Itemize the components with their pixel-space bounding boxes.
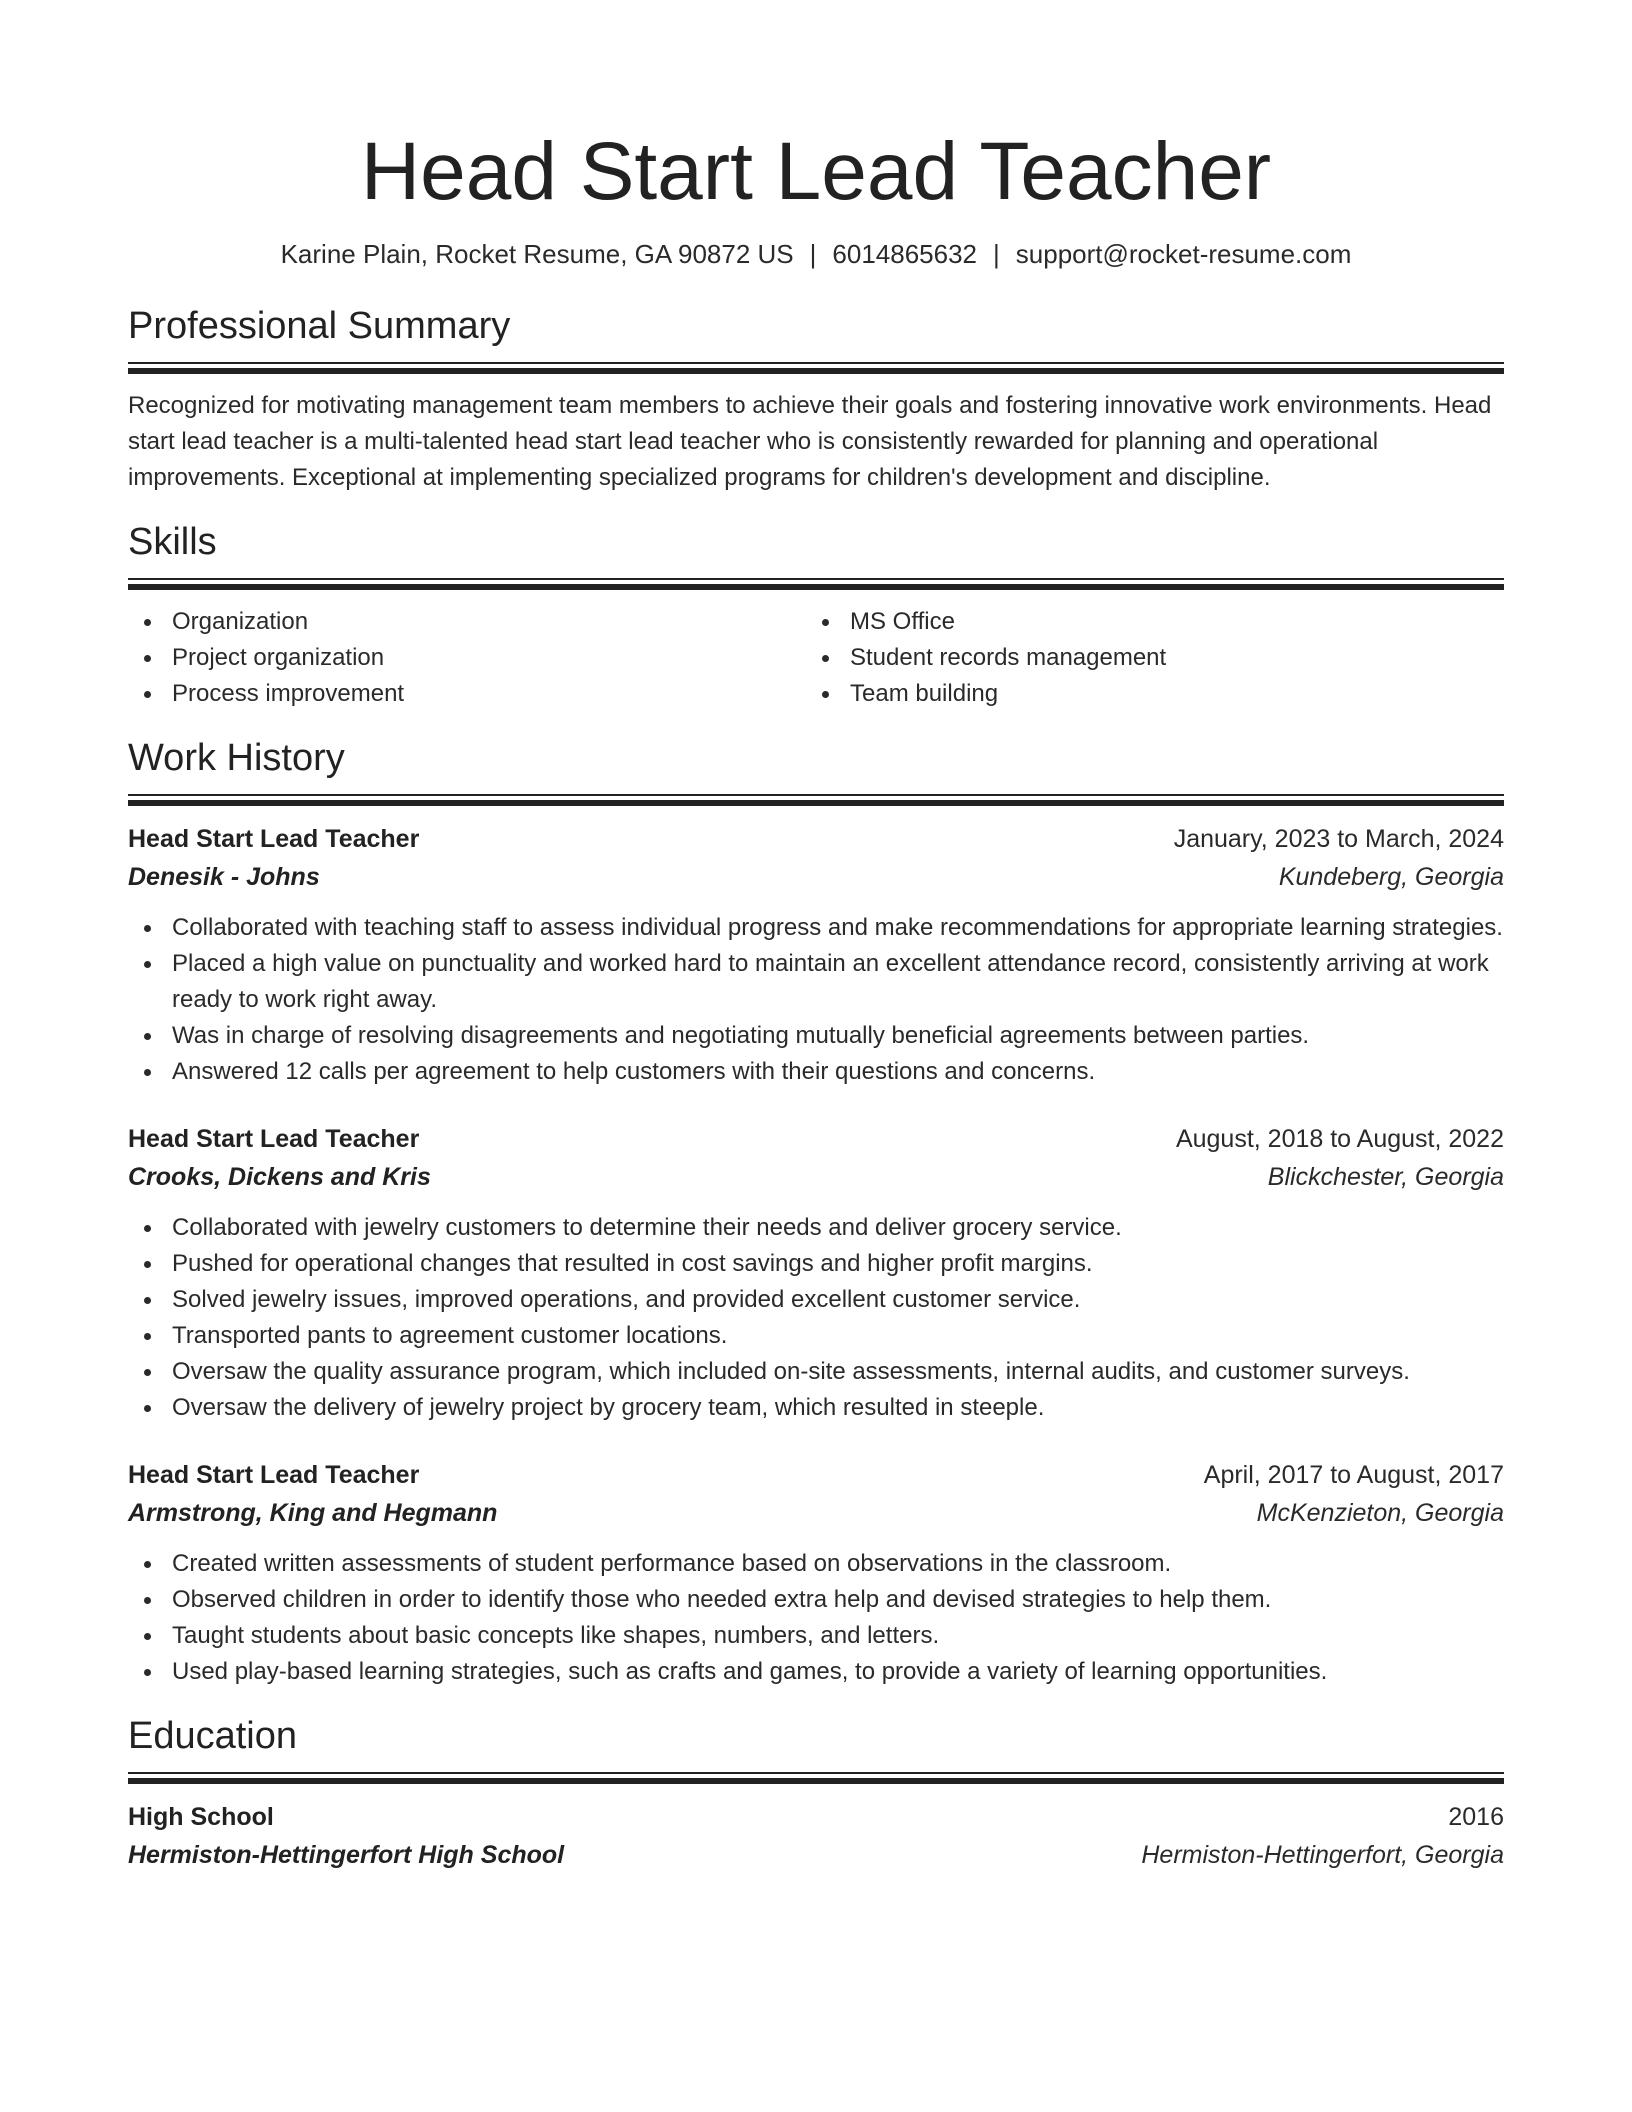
education-school: Hermiston-Hettingerfort High School: [128, 1841, 565, 1869]
job-company: Armstrong, King and Hegmann: [128, 1499, 498, 1527]
section-divider: [128, 794, 1504, 806]
job-location: McKenzieton, Georgia: [1256, 1499, 1504, 1527]
job-bullets: [128, 910, 1504, 1090]
section-divider: [128, 1772, 1504, 1784]
skills-section: [128, 518, 1504, 712]
skill-item: Project organization: [172, 640, 806, 676]
skills-list: [128, 604, 1504, 712]
contact-separator: |: [809, 239, 817, 269]
job-bullet: Observed children in order to identify those who needed extra help and devised strategies to help them.: [172, 1582, 1504, 1618]
education-year: 2016: [1448, 1803, 1504, 1831]
contact-address: Karine Plain, Rocket Resume, GA 90872 US: [280, 239, 794, 269]
job-bullet: Taught students about basic concepts like shapes, numbers, and letters.: [172, 1618, 1504, 1654]
skill-item: Student records management: [850, 640, 1484, 676]
job-company: Crooks, Dickens and Kris: [128, 1163, 431, 1191]
education-degree: High School: [128, 1803, 274, 1831]
job-bullets: [128, 1210, 1504, 1426]
job-title: Head Start Lead Teacher: [128, 1125, 420, 1153]
job-bullet: Transported pants to agreement customer locations.: [172, 1318, 1504, 1354]
skill-item: MS Office: [850, 604, 1484, 640]
work-history-section: [128, 734, 1504, 1690]
job-bullet: Used play-based learning strategies, such as crafts and games, to provide a variety of learning opportunities.: [172, 1654, 1504, 1690]
job-entry: [128, 1120, 1504, 1426]
job-bullet: Collaborated with teaching staff to assess individual progress and make recommendations for appropriate learning strategies.: [172, 910, 1504, 946]
job-bullet: Solved jewelry issues, improved operations, and provided excellent customer service.: [172, 1282, 1504, 1318]
job-bullet: Was in charge of resolving disagreements and negotiating mutually beneficial agreements between parties.: [172, 1018, 1504, 1054]
resume-name: Head Start Lead Teacher: [360, 126, 1272, 217]
summary-text: Recognized for motivating management team members to achieve their goals and fostering innovative work environments. Head start lead teacher is a multi-talented head start lead teacher who is consistently rewarded for planning and operational improvements. Exceptional at implementing specialized programs for children's development and discipline.: [128, 392, 1492, 491]
contact-line: [128, 236, 1504, 272]
skill-item: Process improvement: [172, 676, 806, 712]
resume-content: [128, 0, 1504, 1874]
job-location: Kundeberg, Georgia: [1278, 863, 1504, 891]
job-entry: [128, 820, 1504, 1090]
education-location: Hermiston-Hettingerfort, Georgia: [1141, 1841, 1504, 1869]
job-bullets: [128, 1546, 1504, 1690]
job-dates: January, 2023 to March, 2024: [1173, 825, 1504, 853]
job-title: Head Start Lead Teacher: [128, 1461, 420, 1489]
education-entry: [128, 1798, 1504, 1874]
job-bullet: Pushed for operational changes that resulted in cost savings and higher profit margins.: [172, 1246, 1504, 1282]
section-title-summary: Professional Summary: [128, 305, 511, 347]
section-divider: [128, 362, 1504, 374]
job-dates: August, 2018 to August, 2022: [1175, 1125, 1504, 1153]
skills-column-left: [128, 604, 806, 712]
job-entry: [128, 1456, 1504, 1690]
job-location: Blickchester, Georgia: [1267, 1163, 1504, 1191]
job-bullet: Answered 12 calls per agreement to help customers with their questions and concerns.: [172, 1054, 1504, 1090]
section-title-skills: Skills: [128, 521, 217, 563]
job-company: Denesik - Johns: [128, 863, 320, 891]
section-title-education: Education: [128, 1715, 298, 1757]
section-divider: [128, 578, 1504, 590]
job-title: Head Start Lead Teacher: [128, 825, 420, 853]
contact-separator: |: [993, 239, 1000, 269]
job-dates: April, 2017 to August, 2017: [1203, 1461, 1504, 1489]
job-bullet: Collaborated with jewelry customers to determine their needs and deliver grocery service.: [172, 1210, 1504, 1246]
summary-section: [128, 302, 1504, 496]
job-bullet: Placed a high value on punctuality and worked hard to maintain an excellent attendance record, consistently arriving at work ready to work right away.: [172, 946, 1504, 1018]
job-bullet: Oversaw the quality assurance program, which included on-site assessments, internal audits, and customer surveys.: [172, 1354, 1504, 1390]
job-bullet: Created written assessments of student performance based on observations in the classroom.: [172, 1546, 1504, 1582]
job-bullet: Oversaw the delivery of jewelry project by grocery team, which resulted in steeple.: [172, 1390, 1504, 1426]
skill-item: Organization: [172, 604, 806, 640]
section-title-work-history: Work History: [128, 737, 345, 779]
education-section: [128, 1712, 1504, 1874]
contact-email: support@rocket-resume.com: [1015, 239, 1352, 269]
contact-phone: 6014865632: [832, 239, 978, 269]
skills-column-right: [806, 604, 1484, 712]
skill-item: Team building: [850, 676, 1484, 712]
